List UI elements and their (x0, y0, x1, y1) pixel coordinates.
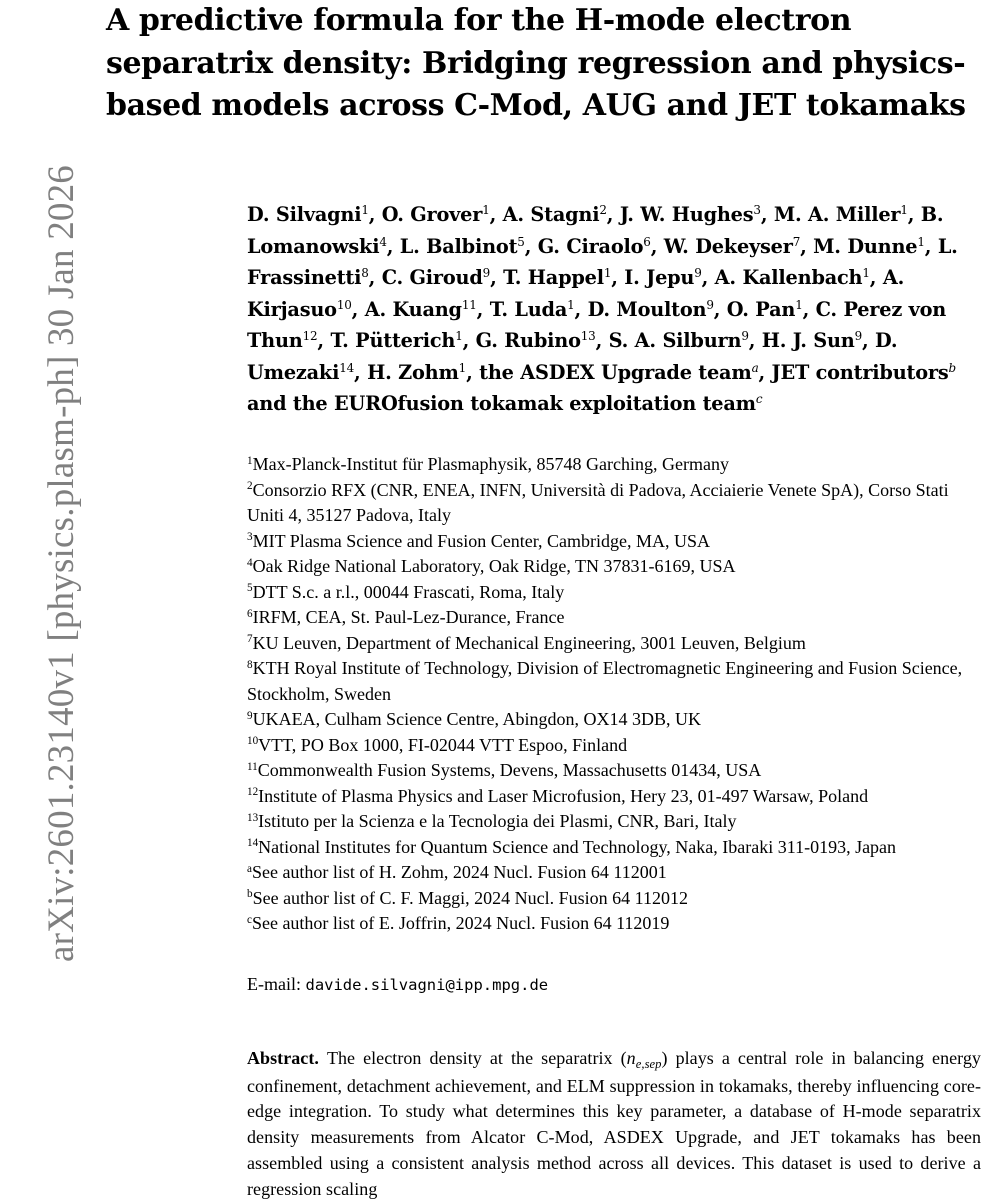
affiliation-item (247, 835, 981, 861)
team-separator: and the (247, 392, 335, 415)
abstract-text: The electron density at the separatrix ( (326, 1048, 627, 1068)
author-affiliation-sup: 2 (599, 203, 607, 218)
affiliation-text: See author list of H. Zohm, 2024 Nucl. Fusion 64 112001 (251, 862, 667, 882)
affiliation-text: IRFM, CEA, St. Paul-Lez-Durance, France (252, 607, 565, 627)
author-name: D. Silvagni (247, 203, 362, 226)
author-affiliation-sup: 1 (482, 203, 490, 218)
affiliation-item (247, 631, 981, 657)
author-affiliation-sup: 1 (917, 234, 925, 249)
author-affiliation-sup: 1 (862, 266, 870, 281)
abstract-subscript: e,sep (635, 1056, 662, 1071)
author-name: H. J. Sun (761, 329, 855, 352)
affiliation-marker: c (247, 913, 252, 926)
affiliation-text: DTT S.c. a r.l., 00044 Frascati, Roma, Italy (252, 581, 565, 602)
author-affiliation-sup: 1 (458, 360, 467, 375)
affiliation-marker: 11 (247, 760, 258, 773)
author-name: T. Luda (489, 297, 568, 321)
author-affiliation-sup: 5 (517, 234, 525, 249)
affiliation-marker: b (247, 888, 253, 901)
affiliation-item (247, 860, 981, 886)
abstract-text: ) plays a central role in balancing energy confinement, detachment achievement, and ELM suppression in tokamaks, thereby influencing core-edge integration. To study what determines this key parameter, a database of H-mode separatrix density measurements from Alcator C-Mod, ASDEX Upgrade, and JET tokamaks has been assembled using a consistent analysis method across all devices. This dataset is used to derive a regression scaling (247, 1048, 981, 1199)
affiliation-marker: 5 (247, 582, 253, 595)
author-name: A. Stagni (502, 203, 600, 226)
arxiv-side-stamp: arXiv:2601.23140v1 [physics.plasm-ph] 30 Jan 2026 (41, 165, 82, 962)
affiliation-text: KU Leuven, Department of Mechanical Engineering, 3001 Leuven, Belgium (252, 632, 806, 653)
author-name: G. Ciraolo (537, 234, 644, 258)
author-affiliation-sup: 9 (741, 329, 749, 344)
team-eurofusion-sup: c (755, 392, 763, 407)
team-jet: JET contributors (771, 360, 949, 384)
author-affiliation-sup: 6 (643, 234, 651, 249)
abstract-symbol: n (626, 1048, 636, 1068)
author-affiliation-sup: 1 (603, 266, 612, 281)
abstract-label: Abstract. (247, 1048, 319, 1068)
author-name: A. Kallenbach (714, 266, 863, 289)
affiliation-item (247, 580, 981, 606)
author-list (247, 199, 981, 420)
email-address: davide.silvagni@ipp.mpg.de (305, 976, 549, 994)
author-name: M. A. Miller (773, 203, 901, 226)
team-separator: , (758, 360, 772, 384)
affiliation-item (247, 656, 981, 707)
author-name: D. Umezaki (247, 329, 898, 384)
author-affiliation-sup: 1 (455, 329, 463, 344)
affiliation-text: UKAEA, Culham Science Centre, Abingdon, OX14 3DB, UK (252, 709, 702, 729)
affiliation-marker: 8 (247, 658, 253, 671)
affiliation-list (247, 452, 981, 937)
author-name: I. Jepu (624, 266, 695, 289)
affiliation-item (247, 758, 981, 784)
affiliation-marker: 9 (247, 709, 253, 722)
affiliation-text: Commonwealth Fusion Systems, Devens, Massachusetts 01434, USA (257, 760, 762, 780)
author-name: L. Balbinot (399, 234, 518, 258)
author-name: S. A. Silburn (608, 329, 742, 352)
team-jet-sup: b (948, 360, 956, 375)
author-name: M. Dunne (813, 234, 918, 258)
author-name: G. Rubino (475, 329, 581, 352)
affiliation-item (247, 911, 981, 937)
author-name: A. Kirjasuo (247, 266, 905, 321)
affiliation-marker: 3 (247, 531, 253, 544)
affiliation-text: National Institutes for Quantum Science and Technology, Naka, Ibaraki 311-0193, Japan (258, 836, 897, 857)
affiliation-text: Institute of Plasma Physics and Laser Microfusion, Hery 23, 01-497 Warsaw, Poland (258, 785, 869, 806)
affiliation-text: MIT Plasma Science and Fusion Center, Cambridge, MA, USA (252, 530, 710, 551)
author-affiliation-sup: 8 (361, 266, 369, 281)
affiliation-item (247, 452, 981, 478)
author-name: J. W. Hughes (619, 203, 754, 226)
author-name: O. Grover (381, 203, 483, 226)
author-affiliation-sup: 1 (900, 203, 908, 218)
affiliation-item (247, 478, 981, 529)
affiliation-item (247, 554, 981, 580)
author-affiliation-sup: 9 (482, 266, 491, 281)
affiliation-marker: 2 (247, 480, 253, 493)
team-asdex: the ASDEX Upgrade team (479, 360, 752, 384)
affiliation-marker: 6 (247, 607, 253, 620)
affiliation-marker: 10 (247, 735, 259, 748)
affiliation-text: KTH Royal Institute of Technology, Division of Electromagnetic Engineering and Fusion Science, Stockholm, Sweden (247, 658, 963, 704)
paper-title: A predictive formula for the H-mode electron separatrix density: Bridging regression and physics-based models across C-Mod, AUG and JET tokamaks (106, 3, 966, 123)
author-name: A. Kuang (364, 297, 462, 321)
author-affiliation-sup: 13 (580, 329, 596, 344)
author-name: C. Perez von Thun (247, 297, 947, 352)
author-name: D. Moulton (587, 297, 707, 321)
author-name: B. Lomanowski (247, 203, 944, 258)
affiliation-item (247, 809, 981, 835)
author-affiliation-sup: 9 (706, 297, 714, 312)
author-name: W. Dekeyser (663, 234, 793, 258)
author-affiliation-sup: 9 (694, 266, 702, 281)
affiliation-text: Istituto per la Scienza e la Tecnologia dei Plasmi, CNR, Bari, Italy (258, 811, 737, 831)
affiliation-item (247, 886, 981, 912)
affiliation-text: Consorzio RFX (CNR, ENEA, INFN, Università di Padova, Acciaierie Venete SpA), Corso Stati Uniti 4, 35127 Padova, Italy (247, 479, 949, 525)
author-affiliation-sup: 7 (792, 234, 801, 249)
team-asdex-sup: a (751, 360, 759, 375)
affiliation-item (247, 784, 981, 810)
author-affiliation-sup: 4 (379, 234, 387, 249)
author-names: D. Silvagni$^1$, O. Grover$^1$, A. Stagni$^2$, J. W. Hughes$^3$, M. A. Miller$^1$, B. Lomanowski$^4$, L. Balbinot$^5$, G. Ciraolo$^6$, W. Dekeyser$^7$, M. Dunne$^1$, L. Frassinetti$^8$, C. Giroud$^9$, T. Happel$^1$, I. Jepu$^9$, A. Kallenbach$^1$, A. Kirjasuo$^{10}$, A. Kuang$^{11}$, T. Luda$^1$, D. Moulton$^9$, O. Pan$^1$, C. Perez von Thun$^{12}$, T. Pütterich$^1$, G. Rubino$^{13}$, S. A. Silburn$^9$, H. J. Sun$^9$, D. Umezaki$^{14}$, H. Zohm$^1$, (247, 203, 958, 384)
author-name: L. Frassinetti (247, 234, 958, 289)
author-affiliation-sup: 1 (567, 297, 575, 312)
affiliation-text: VTT, PO Box 1000, FI-02044 VTT Espoo, Finland (258, 734, 628, 755)
author-name: T. Happel (503, 266, 604, 289)
affiliation-marker: a (247, 862, 252, 875)
author-affiliation-sup: 1 (795, 297, 803, 312)
affiliation-item (247, 605, 981, 631)
affiliation-marker: 13 (247, 811, 259, 824)
author-name: H. Zohm (367, 360, 459, 384)
affiliation-marker: 14 (247, 837, 259, 850)
affiliation-text: See author list of E. Joffrin, 2024 Nucl. Fusion 64 112019 (251, 913, 670, 933)
author-affiliation-sup: 9 (854, 329, 863, 344)
team-eurofusion: EUROfusion tokamak exploitation team (334, 392, 756, 415)
affiliation-item (247, 707, 981, 733)
affiliation-item (247, 529, 981, 555)
author-name: C. Giroud (381, 266, 483, 289)
author-affiliation-sup: 14 (339, 360, 355, 375)
affiliation-text: See author list of C. F. Maggi, 2024 Nucl. Fusion 64 112012 (252, 887, 688, 908)
affiliation-marker: 7 (247, 633, 253, 646)
affiliation-text: Max-Planck-Institut für Plasmaphysik, 85748 Garching, Germany (252, 454, 729, 474)
author-affiliation-sup: 11 (461, 297, 477, 312)
author-name: T. Pütterich (330, 329, 456, 352)
author-affiliation-sup: 12 (302, 329, 318, 344)
email-label: E-mail: (247, 974, 306, 994)
author-affiliation-sup: 1 (361, 203, 369, 218)
affiliation-marker: 12 (247, 786, 259, 799)
author-affiliation-sup: 10 (336, 297, 352, 312)
affiliation-marker: 4 (247, 556, 253, 569)
affiliation-text: Oak Ridge National Laboratory, Oak Ridge, TN 37831-6169, USA (252, 556, 736, 576)
affiliation-item (247, 733, 981, 759)
author-affiliation-sup: 3 (753, 203, 761, 218)
author-name: O. Pan (726, 297, 796, 321)
abstract (247, 1046, 981, 1202)
affiliation-marker: 1 (247, 454, 253, 467)
contact-email (247, 972, 981, 998)
